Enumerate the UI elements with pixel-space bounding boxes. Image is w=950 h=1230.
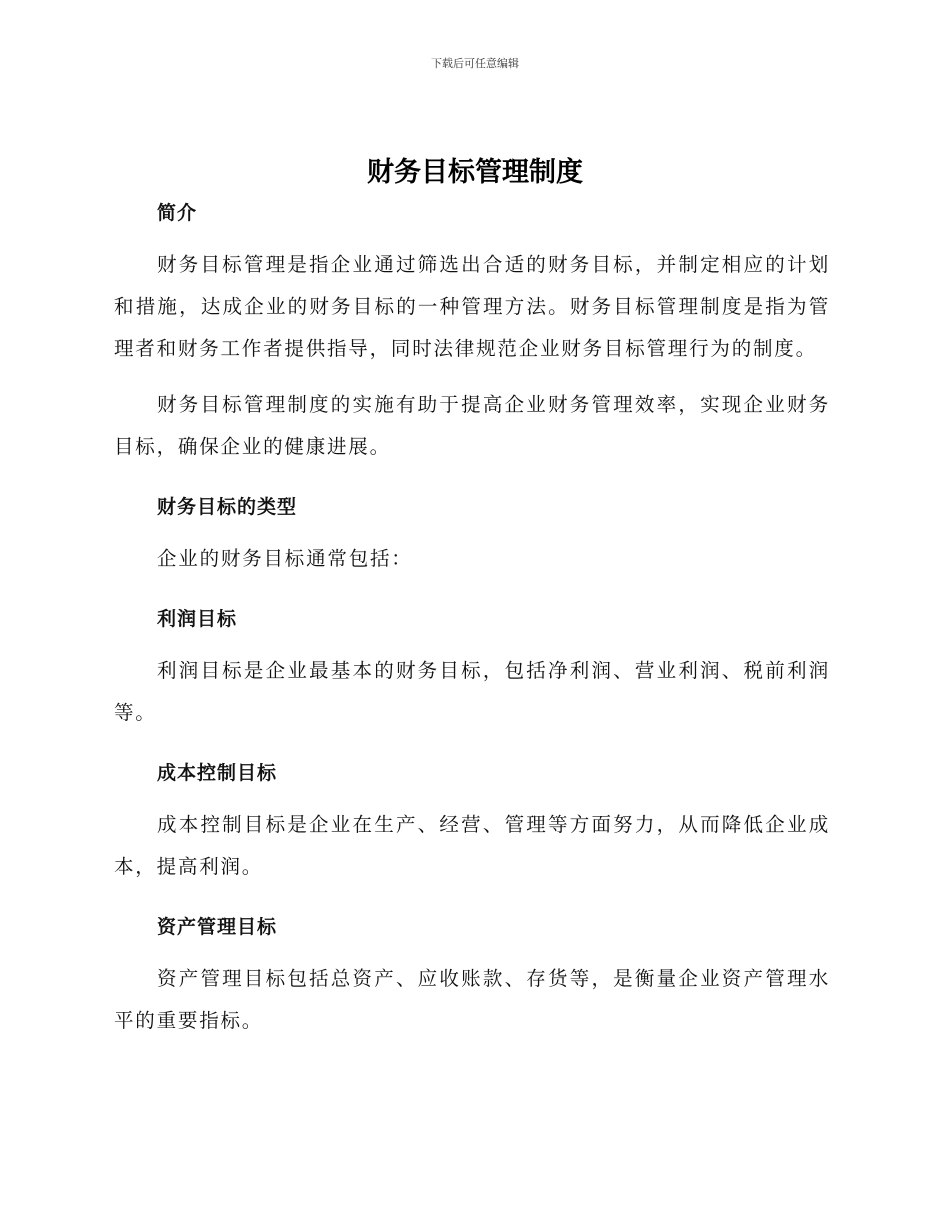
document-body: [114, 196, 830, 1042]
section-heading-asset-management-target: 资产管理目标: [157, 916, 278, 938]
document-title: 财务目标管理制度: [367, 157, 583, 188]
paragraph-intro-benefit: 财务目标管理制度的实施有助于提高企业财务管理效率，实现企业财务目标，确保企业的健康进展。: [114, 393, 830, 458]
section-heading-cost-control-target: 成本控制目标: [157, 762, 278, 784]
paragraph-cost-control-target: 成本控制目标是企业在生产、经营、管理等方面努力，从而降低企业成本，提高利润。: [114, 813, 830, 878]
section-heading-profit-target: 利润目标: [157, 608, 238, 630]
page-header-note: 下载后可任意编辑: [431, 57, 519, 70]
section-heading-target-types: 财务目标的类型: [157, 496, 298, 518]
paragraph-profit-target: 利润目标是企业最基本的财务目标，包括净利润、营业利润、税前利润等。: [114, 659, 830, 724]
paragraph-target-types-intro: 企业的财务目标通常包括：: [157, 547, 413, 570]
paragraph-intro-definition: 财务目标管理是指企业通过筛选出合适的财务目标，并制定相应的计划和措施，达成企业的财务目标的一种管理方法。财务目标管理制度是指为管理者和财务工作者提供指导，同时法律规范企业财务目标管理行为的制度。: [114, 253, 830, 360]
section-heading-intro: 简介: [157, 202, 198, 224]
paragraph-asset-management-target: 资产管理目标包括总资产、应收账款、存货等，是衡量企业资产管理水平的重要指标。: [114, 967, 830, 1032]
